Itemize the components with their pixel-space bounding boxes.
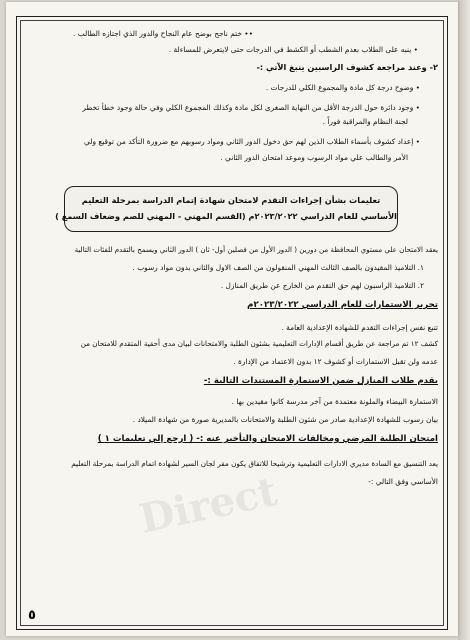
page-edge <box>458 0 470 640</box>
section-heading-text: تجرير الاستمارات للعام الدراسي ٢٠٢٣/٢٠٢٢م <box>247 300 438 310</box>
text-line: الاستمارة البيضاء والملونة معتمدة من آخر مدرسة كانوا مقيدين بها . <box>231 397 438 406</box>
text-line: • وضوح درجة كل مادة والمجموع الكلي للدرجات . <box>265 83 420 92</box>
list-item: ١. التلاميذ المقيدون بالصف الثالث المهني المنقولون من الصف الاول والثاني بدون مواد رسوب . <box>132 263 424 272</box>
section-subheading: ٢- وعند مراجعة كشوف الراسبين ينبغ الآتي :- <box>256 62 438 72</box>
document-page <box>6 2 458 636</box>
text-line: • ينبه على الطلاب بعدم الشطب أو الكشط في الدرجات حتى لايتعرض للمساءلة . <box>168 45 418 54</box>
section-heading-text: يقدم طلاب المنازل ضمن الاستمارة المستندات التالية :- <box>203 376 438 386</box>
heading-line: الأساسي للعام الدراسي ٢٠٢٣/٢٠٢٢م (القسم المهني - المهني للصم وضعاف السمع ) <box>55 211 397 221</box>
page-number-text: ٥ <box>28 608 36 623</box>
text-line: الأمر والطالب علي مواد الرسوب وموعد امتحان الدور الثاني . <box>220 153 408 162</box>
section-heading <box>24 376 438 387</box>
page-content <box>24 24 438 624</box>
section-heading <box>24 434 438 445</box>
text-line: يعقد الامتحان علي مستوي المحافظة من دورين ( الدور الأول من فصلين أول- ثان ) الدور الثاني ويسمح بالتقدم للفئات التالية <box>74 245 438 254</box>
text-line: • إعداد كشوف بأسماء الطلاب الذين لهم حق دخول الدور الثاني ومواد رسوبهم مع ضرورة التأكد من توقيع ولي <box>84 137 420 146</box>
text-line: الأساسي وفق التالي :- <box>368 477 438 486</box>
watermark: Direct <box>135 467 282 543</box>
list-item: ٢. التلاميذ الراسبون لهم حق التقدم من الخارج عن طريق المنازل . <box>220 281 424 290</box>
text-line: • وجود دائرة حول الدرجة الأقل من النهاية الصغرى لكل مادة وكذلك المجموع الكلي وفي حالة وجود خطأ تخطر <box>82 103 420 112</box>
page-number <box>28 608 36 623</box>
section-heading <box>24 300 438 311</box>
text-line: يعد التنسيق مع السادة مديري الادارات التعليمية وترشيحا للاتفاق يكون مقر لجان السير لشهادة اتمام الدراسة بمرحلة التعليم <box>71 459 438 468</box>
text-line: كشف ١٢ تم مراجعة عن طريق أقسام الإدارات التعليمية بشئون الطلبة والامتحانات لبيان مدى أحقية المتقدم للامتحان من <box>80 339 438 348</box>
heading-line: تعليمات بشأن إجراءات التقدم لامتحان شهادة إتمام الدراسة بمرحلة التعليم <box>81 195 381 205</box>
section-heading-box <box>55 186 398 232</box>
text-line: •• ختم ناجح بوضح عام النجاح والدور الذي اجتازه الطالب . <box>73 29 253 38</box>
text-line: تتبع نفس إجراءات التقدم للشهادة الإعدادية العامة . <box>281 323 438 332</box>
text-line: عدمه ولن تقبل الاستمارات أو كشوف ١٢ بدون الاعتماد من الإدارة . <box>233 357 438 366</box>
section-heading-text: امتحان الطلبة المرضي ومخالفات الامتحان والتأخير عنه :- ( ارجع إلي تعليمات ١ ) <box>97 434 438 444</box>
text-line: بيان رسوب للشهادة الإعدادية صادر من شئون الطلبة والامتحانات بالمديرية صورة من شهادة الميلاد . <box>132 415 438 424</box>
text-line: لجنة النظام والمراقبة فوراً . <box>322 117 408 126</box>
